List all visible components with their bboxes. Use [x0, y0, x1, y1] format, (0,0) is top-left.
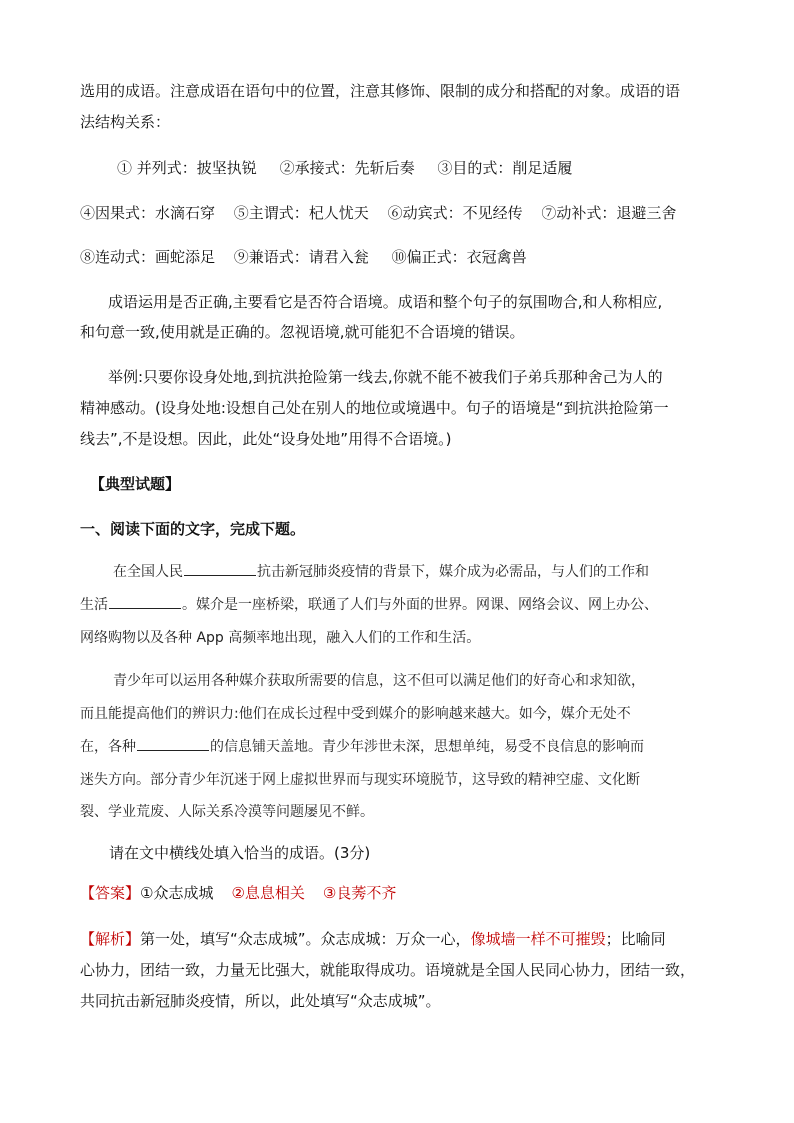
answer-item: ①众志成城: [140, 884, 214, 902]
analysis-text: 第一处，填写“众志成城”。众志成城：万众一心，: [140, 930, 471, 948]
analysis-line-1: [80, 928, 666, 950]
analysis-label: 【解析】: [80, 930, 141, 948]
example-line-1: 举例:只要你设身处地,到抗洪抢险第一线去,你就不能不被我们子弟兵那种舍己为人的: [108, 368, 663, 386]
structure-item: ① 并列式：披坚执锐: [117, 159, 257, 177]
structure-row-3: [80, 246, 527, 268]
analysis-line-3: 共同抗击新冠肺炎疫情，所以，此处填写“众志成城”。: [80, 992, 441, 1010]
answer-item: ③良莠不齐: [322, 884, 397, 902]
structure-item: ⑨兼语式：请君入瓮: [233, 248, 369, 266]
passage-p2-line-3: [80, 736, 644, 758]
answer-label: 【答案】: [80, 884, 141, 902]
passage-p2-line-4: 迷失方向。部分青少年沉迷于网上虚拟世界而与现实环境脱节，这导致的精神空虚、文化断: [80, 772, 640, 788]
passage-text: 生活: [80, 597, 108, 613]
instruction: 请在文中横线处填入恰当的成语。(3分): [109, 844, 371, 862]
rule-line-2: 和句意一致,使用就是正确的。忽视语境,就可能犯不合语境的错误。: [80, 323, 525, 341]
example-line-3: 线去”,不是设想。因此，此处“设身处地”用得不合语境。): [80, 430, 452, 448]
analysis-text: 像城墙一样不可摧毁: [470, 930, 606, 948]
question-heading: 一、阅读下面的文字，完成下题。: [80, 520, 306, 538]
passage-p2-line-1: 青少年可以运用各种媒介获取所需要的信息，这不但可以满足他们的好奇心和求知欲，: [113, 673, 645, 689]
answer-blank-1: [184, 561, 256, 576]
answer-blank-3: [137, 736, 209, 751]
structure-item: ⑧连动式：画蛇添足: [80, 248, 216, 266]
structure-item: ⑩偏正式：衣冠禽兽: [391, 248, 527, 266]
section-heading: 【典型试题】: [90, 475, 181, 493]
structure-row-2: [80, 202, 676, 224]
passage-p2-line-2: 而且能提高他们的辨识力:他们在成长过程中受到媒介的影响越来越大。如今，媒介无处不: [80, 706, 631, 722]
intro-line-1: 选用的成语。注意成语在语句中的位置，注意其修饰、限制的成分和搭配的对象。成语的语: [80, 82, 681, 100]
structure-item: ⑥动宾式：不见经传: [387, 204, 523, 222]
passage-p1-line-1: [113, 561, 649, 583]
answer-item: ②息息相关: [231, 884, 305, 902]
rule-line-1: 成语运用是否正确,主要看它是否符合语境。成语和整个句子的氛围吻合,和人称相应,: [108, 293, 663, 311]
passage-text: 。媒介是一座桥梁，联通了人们与外面的世界。网课、网络会议、网上办公、: [182, 597, 658, 613]
passage-p1-line-3: 网络购物以及各种 App 高频率地出现，融入人们的工作和生活。: [80, 630, 481, 646]
passage-text: 在全国人民: [113, 564, 183, 580]
structure-item: ②承接式：先斩后奏: [279, 159, 415, 177]
structure-row-1: [117, 157, 572, 179]
structure-item: ⑤主谓式：杞人忧天: [233, 204, 369, 222]
structure-item: ⑦动补式：退避三舍: [541, 204, 677, 222]
structure-item: ④因果式：水滴石穿: [80, 204, 216, 222]
analysis-line-2: 心协力，团结一致，力量无比强大，就能取得成功。语境就是全国人民同心协力，团结一致，: [80, 961, 696, 979]
passage-p2-line-5: 裂、学业荒废、人际关系冷漠等问题屡见不鲜。: [80, 804, 374, 820]
analysis-text: ；比喻同: [605, 930, 666, 948]
intro-line-2: 法结构关系：: [80, 113, 171, 131]
passage-text: 抗击新冠肺炎疫情的背景下，媒介成为必需品，与人们的工作和: [257, 564, 649, 580]
structure-item: ③目的式：削足适履: [437, 159, 573, 177]
answer-line: [80, 882, 396, 904]
passage-p1-line-2: [80, 594, 658, 616]
example-line-2: 精神感动。(设身处地:设想自己处在别人的地位或境遇中。句子的语境是“到抗洪抢险第一: [80, 399, 669, 417]
passage-text: 在，各种: [80, 739, 136, 755]
passage-text: 的信息铺天盖地。青少年涉世未深，思想单纯，易受不良信息的影响而: [210, 739, 644, 755]
answer-blank-2: [109, 594, 181, 609]
